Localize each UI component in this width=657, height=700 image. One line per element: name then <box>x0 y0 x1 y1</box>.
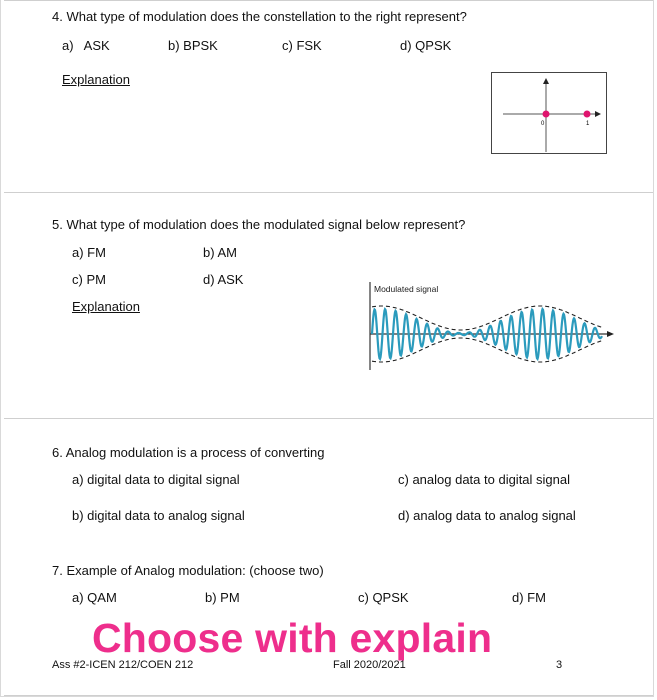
constellation-point-1 <box>584 111 591 118</box>
choose-with-explain-annotation: Choose with explain <box>92 615 493 661</box>
constellation-label-1: 1 <box>586 121 590 127</box>
q4-option-c: c) FSK <box>282 38 322 53</box>
modulated-signal-figure <box>366 278 616 372</box>
q5-question: 5. What type of modulation does the modulated signal below represent? <box>52 217 466 232</box>
q6-option-c: c) analog data to digital signal <box>398 472 571 487</box>
q7-option-a: a) QAM <box>72 590 117 605</box>
q4-option-b: b) BPSK <box>168 38 218 53</box>
q6-question: 6. Analog modulation is a process of converting <box>52 445 325 460</box>
top-divider <box>4 0 653 1</box>
q5-explanation-link[interactable]: Explanation <box>72 299 140 314</box>
q7-question: 7. Example of Analog modulation: (choose two) <box>52 563 324 578</box>
footer-course: Ass #2-ICEN 212/COEN 212 <box>52 659 194 671</box>
q6-option-b: b) digital data to analog signal <box>72 508 245 523</box>
footer-page-number: 3 <box>556 659 563 671</box>
q5-option-d: d) ASK <box>203 272 244 287</box>
q6-option-a: a) digital data to digital signal <box>72 472 240 487</box>
q5-option-a: a) FM <box>72 245 106 260</box>
q7-option-c: c) QPSK <box>358 590 409 605</box>
q7-option-d: d) FM <box>512 590 546 605</box>
q5-option-b: b) AM <box>203 245 237 260</box>
constellation-label-0: 0 <box>541 121 545 127</box>
q4-question: 4. What type of modulation does the constellation to the right represent? <box>52 9 467 24</box>
q7-option-b: b) PM <box>205 590 240 605</box>
constellation-point-0 <box>543 111 550 118</box>
q4-explanation-link[interactable]: Explanation <box>62 72 130 87</box>
divider-q5-q6 <box>4 418 653 419</box>
bottom-divider <box>4 695 653 696</box>
q6-option-d: d) analog data to analog signal <box>398 508 576 523</box>
footer-term: Fall 2020/2021 <box>333 659 406 671</box>
divider-q4-q5 <box>4 192 653 193</box>
constellation-diagram <box>491 72 607 154</box>
q4-option-a: a) ASK <box>62 38 110 53</box>
signal-label: Modulated signal <box>374 284 439 294</box>
q5-option-c: c) PM <box>72 272 106 287</box>
q4-option-d: d) QPSK <box>400 38 452 53</box>
